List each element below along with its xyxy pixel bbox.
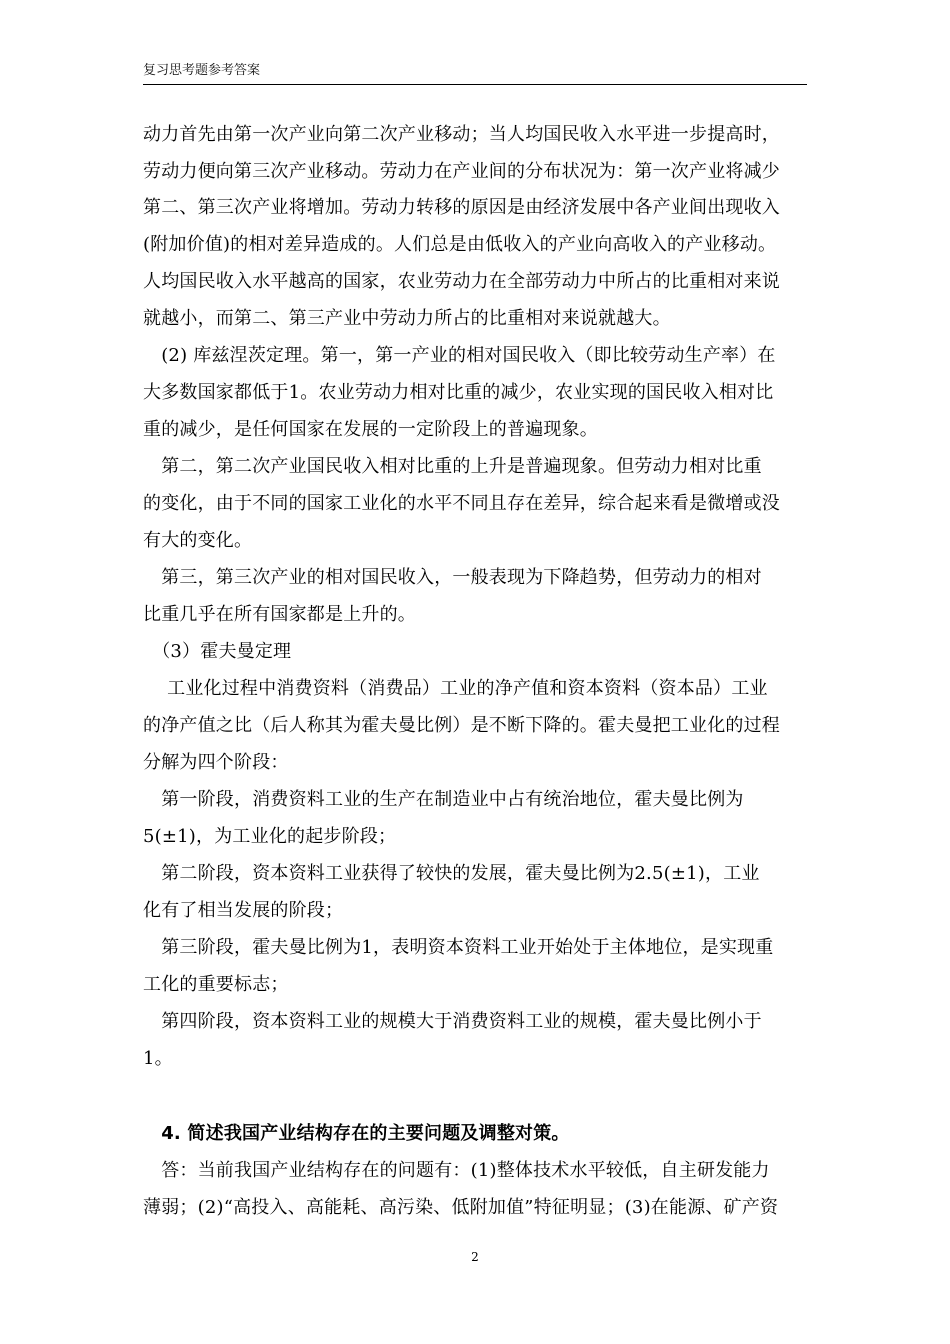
- text-line: (2) 库兹涅茨定理。第一，第一产业的相对国民收入（即比较劳动生产率）在: [143, 345, 776, 366]
- text-line: 动力首先由第一次产业向第二次产业移动；当人均国民收入水平进一步提高时，: [143, 124, 780, 145]
- text-line: 第二、第三次产业将增加。劳动力转移的原因是由经济发展中各产业间出现收入: [143, 197, 780, 218]
- text-line: 工业化过程中消费资料（消费品）工业的净产值和资本资料（资本品）工业: [143, 678, 768, 699]
- page-header: [143, 60, 807, 85]
- text-line: 工化的重要标志；: [143, 974, 289, 995]
- text-line: 第四阶段，资本资料工业的规模大于消费资料工业的规模，霍夫曼比例小于: [143, 1011, 762, 1032]
- answer-line: 答：当前我国产业结构存在的问题有：(1)整体技术水平较低，自主研发能力: [143, 1160, 770, 1181]
- text-line: （3）霍夫曼定理: [143, 641, 292, 662]
- text-line: 第三，第三次产业的相对国民收入，一般表现为下降趋势，但劳动力的相对: [143, 567, 762, 588]
- header-title: 复习思考题参考答案: [143, 63, 261, 78]
- text-line: (附加价值)的相对差异造成的。人们总是由低收入的产业向高收入的产业移动。: [143, 234, 777, 255]
- text-line: 有大的变化。: [143, 530, 253, 551]
- page-number: 2: [471, 1250, 479, 1264]
- text-line: 第二阶段，资本资料工业获得了较快的发展，霍夫曼比例为2.5(±1)，工业: [143, 863, 760, 884]
- text-line: 大多数国家都低于1。农业劳动力相对比重的减少，农业实现的国民收入相对比: [143, 382, 774, 403]
- text-line: 劳动力便向第三次产业移动。劳动力在产业间的分布状况为：第一次产业将减少: [143, 161, 780, 182]
- text-line: 就越小，而第二、第三产业中劳动力所占的比重相对来说就越大。: [143, 308, 671, 329]
- text-line: 第三阶段，霍夫曼比例为1，表明资本资料工业开始处于主体地位，是实现重: [143, 937, 774, 958]
- text-line: 比重几乎在所有国家都是上升的。: [143, 604, 416, 625]
- text-line: 重的减少，是任何国家在发展的一定阶段上的普遍现象。: [143, 419, 598, 440]
- text-line: 第二，第二次产业国民收入相对比重的上升是普遍现象。但劳动力相对比重: [143, 456, 762, 477]
- text-line: 人均国民收入水平越高的国家，农业劳动力在全部劳动力中所占的比重相对来说: [143, 271, 780, 292]
- text-line: 化有了相当发展的阶段；: [143, 900, 344, 921]
- answer-line: 薄弱；(2)“高投入、高能耗、高污染、低附加值”特征明显；(3)在能源、矿产资: [143, 1197, 779, 1218]
- text-line: 分解为四个阶段：: [143, 752, 289, 773]
- text-line: 的净产值之比（后人称其为霍夫曼比例）是不断下降的。霍夫曼把工业化的过程: [143, 715, 780, 736]
- text-line: 的变化，由于不同的国家工业化的水平不同且存在差异，综合起来看是微增或没: [143, 493, 780, 514]
- text-line: 5(±1)，为工业化的起步阶段；: [143, 826, 397, 847]
- question-heading: 4. 简述我国产业结构存在的主要问题及调整对策。: [143, 1123, 570, 1144]
- text-line: 1。: [143, 1048, 173, 1069]
- text-line: 第一阶段，消费资料工业的生产在制造业中占有统治地位，霍夫曼比例为: [143, 789, 744, 810]
